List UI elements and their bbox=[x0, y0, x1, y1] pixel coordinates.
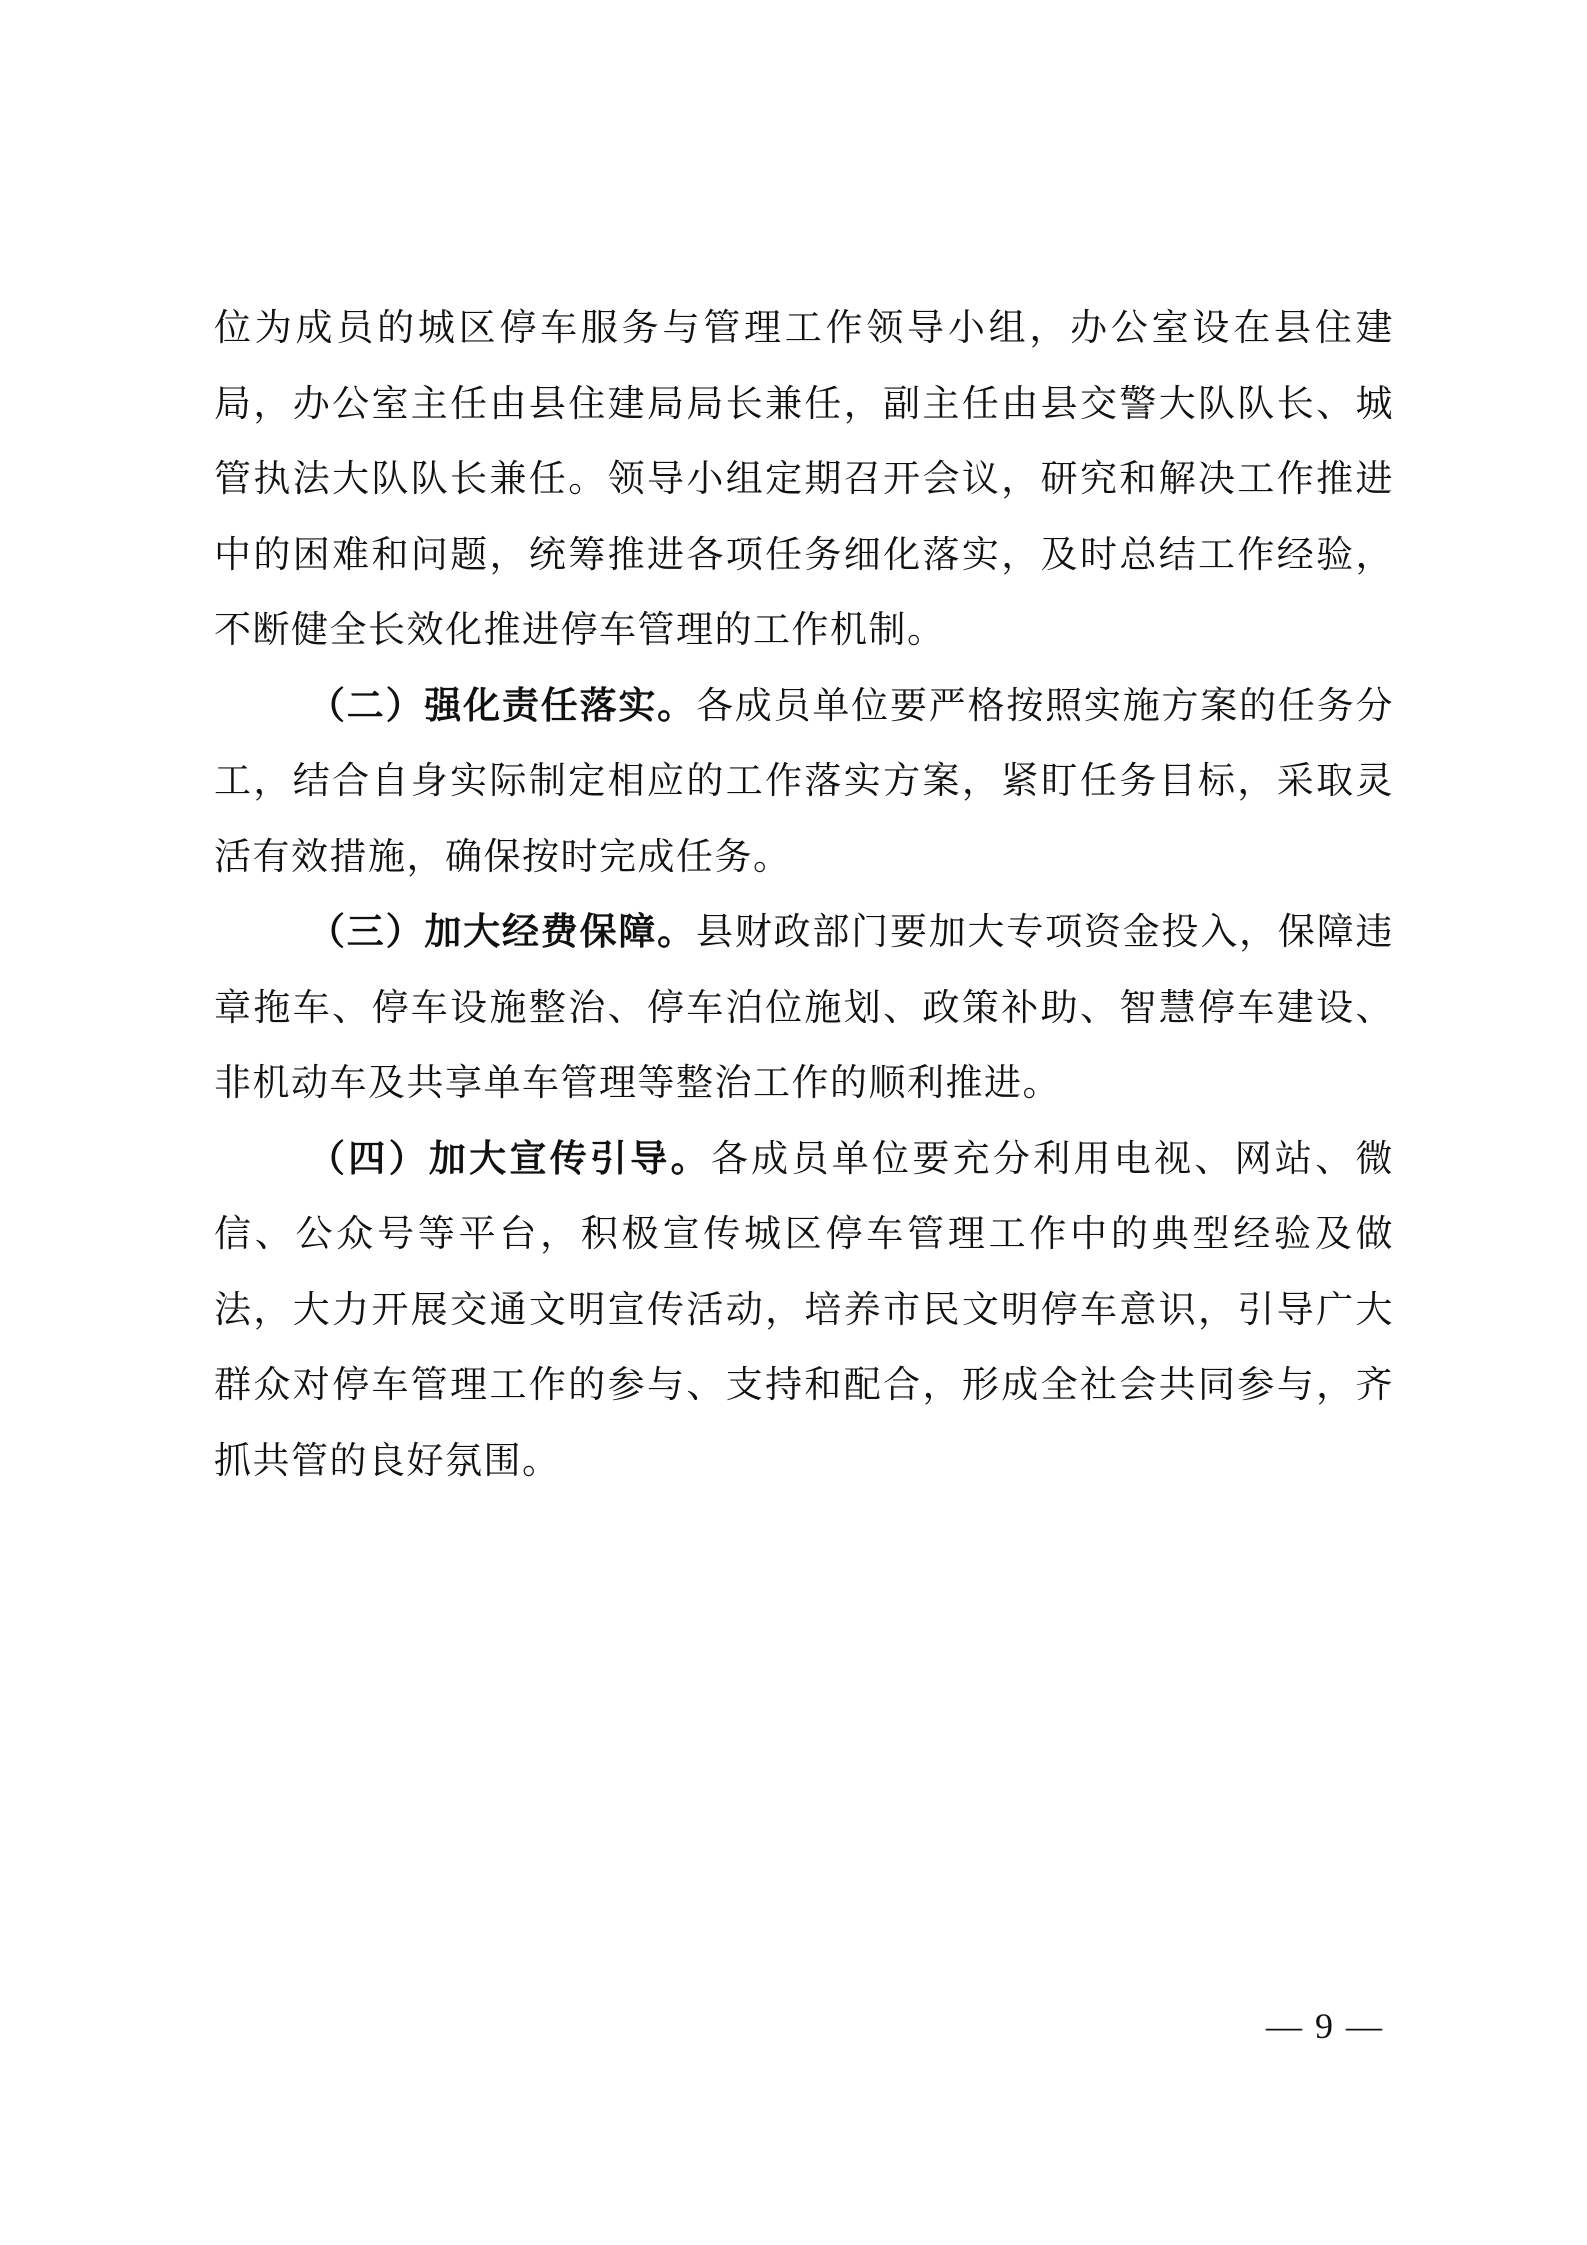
paragraph-heading: （四）加大宣传引导。 bbox=[308, 1135, 711, 1180]
paragraph-funding bbox=[214, 894, 1394, 1121]
paragraph-text: 位为成员的城区停车服务与管理工作领导小组，办公室设在县住建局，办公室主任由县住建局局长兼任，副主任由县交警大队队长、城管执法大队队长兼任。领导小组定期召开会议，研究和解决工作推进中的困难和问题，统筹推进各项任务细化落实，及时总结工作经验，不断健全长效化推进停车管理的工作机制。 bbox=[214, 306, 1394, 651]
page-number: — 9 — bbox=[1266, 2006, 1384, 2046]
paragraph-heading: （三）加大经费保障。 bbox=[308, 909, 696, 953]
paragraph-responsibility bbox=[214, 668, 1394, 895]
paragraph-publicity bbox=[214, 1121, 1394, 1499]
paragraph-continuation bbox=[214, 290, 1394, 668]
paragraph-text: 县财政部门要加大专项资金投入，保障违章拖车、停车设施整治、停车泊位施划、政策补助、智慧停车建设、非机动车及共享单车管理等整治工作的顺利推进。 bbox=[214, 910, 1395, 1104]
body-text bbox=[214, 290, 1394, 1498]
paragraph-text: 各成员单位要严格按照实施方案的任务分工，结合自身实际制定相应的工作落实方案，紧盯任务目标，采取灵活有效措施，确保按时完成任务。 bbox=[214, 683, 1395, 878]
paragraph-heading: （二）强化责任落实。 bbox=[308, 682, 696, 727]
paragraph-text: 各成员单位要充分利用电视、网站、微信、公众号等平台，积极宣传城区停车管理工作中的典型经验及做法，大力开展交通文明宣传活动，培养市民文明停车意识，引导广大群众对停车管理工作的参与、支持和配合，形成全社会共同参与，齐抓共管的良好氛围。 bbox=[214, 1136, 1395, 1482]
